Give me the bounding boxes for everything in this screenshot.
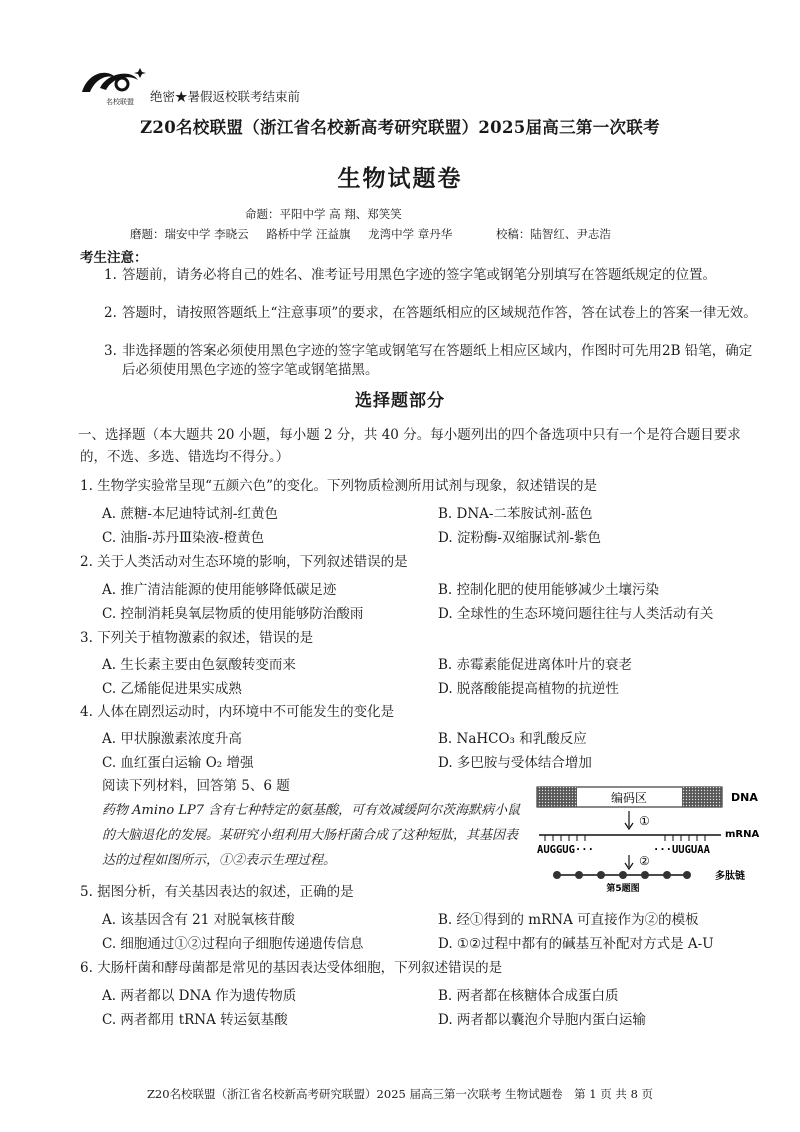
dna-label: DNA bbox=[731, 791, 758, 804]
logo-icon bbox=[78, 62, 158, 108]
dna-flank-left bbox=[537, 787, 577, 807]
question-stem: 5. 据图分析，有关基因表达的叙述，正确的是 bbox=[80, 884, 354, 900]
notice-text: 非选择题的答案必须使用黑色字迹的签字笔或钢笔写在答题纸上相应区域内，作图时可先用2B 铅笔，确定后必须使用黑色字迹的签字笔或钢笔描黑。 bbox=[122, 343, 753, 378]
notice-item bbox=[104, 304, 764, 323]
reviewer: 磨题：瑞安中学 李晓云 bbox=[130, 227, 249, 241]
option-b: B. 两者都在核糖体合成蛋白质 bbox=[438, 988, 619, 1004]
mrna-label: mRNA bbox=[725, 829, 760, 840]
question-stem: 6. 大肠杆菌和酵母菌都是常见的基因表达受体细胞，下列叙述错误的是 bbox=[80, 960, 503, 976]
option-b: B. 控制化肥的使用能够减少土壤污染 bbox=[438, 582, 660, 598]
coding-region-label: 编码区 bbox=[610, 791, 648, 805]
option-c: C. 乙烯能促进果实成熟 bbox=[102, 681, 242, 697]
gene-expression-figure bbox=[535, 783, 765, 893]
notice-num: 3. bbox=[104, 343, 117, 359]
option-d: D. 脱落酸能提高植物的抗逆性 bbox=[438, 681, 619, 697]
option-a: A. 推广清洁能源的使用能够降低碳足迹 bbox=[102, 582, 337, 598]
notice-text: 答题时，请按照答题纸上“注意事项”的要求，在答题纸相应的区域规范作答，答在试卷上的答案一律无效。 bbox=[122, 305, 757, 321]
option-c: C. 两者都用 tRNA 转运氨基酸 bbox=[102, 1012, 288, 1028]
page-footer: Z20名校联盟（浙江省名校新高考研究联盟）2025 届高三第一次联考 生物试题卷 第 1 页 共 8 页 bbox=[146, 1087, 654, 1101]
reading-material: 药物 Amino LP7 含有七种特定的氨基酸，可有效减缓阿尔茨海默病小鼠的大脑退化的发展。某研究小组利用大肠杆菌合成了这种短肽，其基因表达的过程如图所示，①②表示生理过程。 bbox=[102, 803, 521, 868]
option-c: C. 细胞通过①②过程向子细胞传递遗传信息 bbox=[102, 936, 364, 952]
option-c: C. 控制消耗臭氧层物质的使用能够防治酸雨 bbox=[102, 606, 364, 622]
polypeptide-chain bbox=[553, 871, 691, 879]
option-a: A. 该基因含有 21 对脱氧核苷酸 bbox=[102, 912, 295, 928]
alliance-logo bbox=[78, 62, 158, 108]
notice-num: 2. bbox=[104, 305, 117, 321]
option-a: A. 蔗糖-本尼迪特试剂-红黄色 bbox=[102, 506, 278, 522]
option-d: D. 多巴胺与受体结合增加 bbox=[438, 755, 592, 771]
dna-flank-right bbox=[682, 787, 722, 807]
notice-num: 1. bbox=[104, 267, 117, 283]
step-1-label: ① bbox=[639, 814, 650, 828]
step-2-label: ② bbox=[639, 854, 650, 868]
notice-text: 答题前，请务必将自己的姓名、准考证号用黑色字迹的签字笔或钢笔分别填写在答题纸规定的位置。 bbox=[122, 267, 716, 283]
section-title: 选择题部分 bbox=[355, 391, 445, 411]
option-c: C. 油脂-苏丹Ⅲ染液-橙黄色 bbox=[102, 530, 265, 546]
confidential-label: 绝密★暑假返校联考结束前 bbox=[150, 89, 301, 104]
option-a: A. 生长素主要由色氨酸转变而来 bbox=[102, 657, 296, 673]
option-b: B. 经①得到的 mRNA 可直接作为②的模板 bbox=[438, 912, 699, 928]
reviewers-line bbox=[130, 226, 625, 242]
page-title: 生物试题卷 bbox=[337, 165, 463, 192]
question-stem: 4. 人体在剧烈运动时，内环境中不可能发生的变化是 bbox=[80, 704, 395, 720]
part-intro: 一、选择题（本大题共 20 小题，每小题 2 分，共 40 分。每小题列出的四个备选项中只有一个是符合题目要求的，不选、多选、错选均不得分。） bbox=[78, 427, 741, 465]
option-d: D. ①②过程中都有的碱基互补配对方式是 A-U bbox=[438, 936, 714, 952]
option-d: D. 两者都以囊泡介导胞内蛋白运输 bbox=[438, 1012, 646, 1028]
option-b: B. NaHCO₃ 和乳酸反应 bbox=[438, 731, 587, 747]
option-d: D. 全球性的生态环境问题往往与人类活动有关 bbox=[438, 606, 714, 622]
reviewer: 龙湾中学 章丹华 bbox=[368, 227, 453, 241]
reviewer: 路桥中学 汪益旗 bbox=[266, 227, 351, 241]
mrna-seq-right: ···UUGUAA bbox=[653, 844, 710, 856]
option-c: C. 血红蛋白运输 O₂ 增强 bbox=[102, 755, 254, 771]
exam-headline: Z20名校联盟（浙江省名校新高考研究联盟）2025届高三第一次联考 bbox=[140, 118, 660, 137]
notice-title: 考生注意： bbox=[80, 250, 148, 266]
option-b: B. 赤霉素能促进离体叶片的衰老 bbox=[438, 657, 633, 673]
notice-item bbox=[104, 266, 764, 285]
authors-line: 命题：平阳中学 高 翔、郑笑笑 bbox=[245, 207, 402, 221]
mrna-seq-left: AUGGUG··· bbox=[537, 844, 594, 856]
option-d: D. 淀粉酶-双缩脲试剂-紫色 bbox=[438, 530, 602, 546]
option-b: B. DNA-二苯胺试剂-蓝色 bbox=[438, 506, 593, 522]
question-stem: 1. 生物学实验常呈现“五颜六色”的变化。下列物质检测所用试剂与现象，叙述错误的是 bbox=[80, 478, 597, 494]
notice-item bbox=[104, 342, 764, 380]
mrna-backbone bbox=[539, 835, 721, 841]
question-stem: 3. 下列关于植物激素的叙述，错误的是 bbox=[80, 630, 314, 646]
question-stem: 2. 关于人类活动对生态环境的影响，下列叙述错误的是 bbox=[80, 554, 408, 570]
option-a: A. 两者都以 DNA 作为遗传物质 bbox=[102, 988, 297, 1004]
figure-caption: 第5题图 bbox=[606, 884, 640, 893]
peptide-label: 多肽链 bbox=[715, 871, 745, 882]
proofreaders: 校稿：陆智红、尹志浩 bbox=[495, 227, 611, 241]
logo-text: 名校联盟 bbox=[106, 98, 134, 106]
reading-prompt: 阅读下列材料，回答第 5、6 题 bbox=[102, 778, 290, 794]
option-a: A. 甲状腺激素浓度升高 bbox=[102, 731, 242, 747]
